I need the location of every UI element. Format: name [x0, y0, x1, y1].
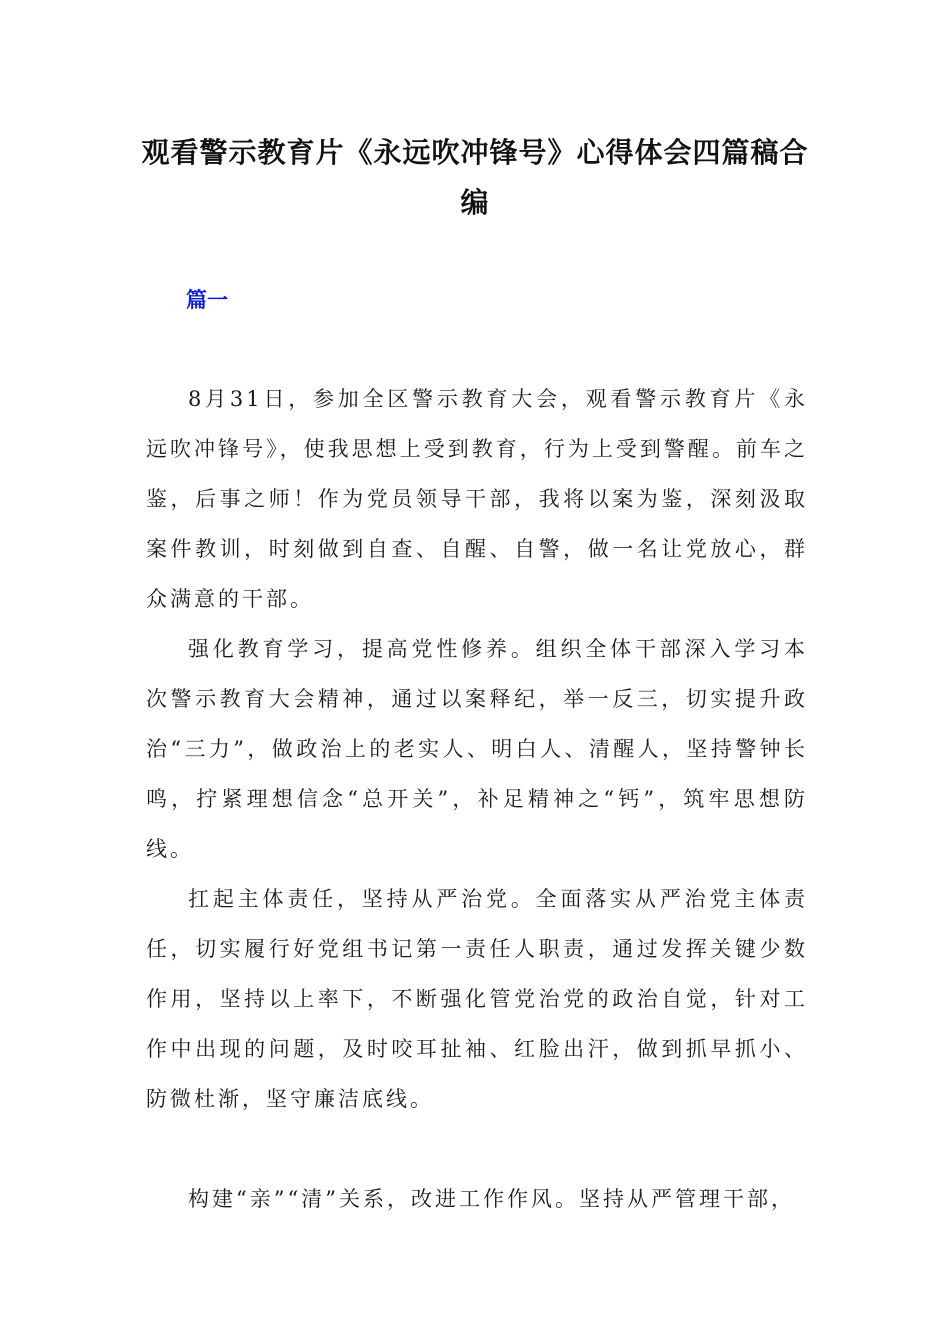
body-paragraph: 强化教育学习，提高党性修养。组织全体干部深入学习本次警示教育大会精神，通过以案释纪，举一反三，切实提升政治“三力”，做政治上的老实人、明白人、清醒人，坚持警钟长鸣，拧紧理想信念“总开关”，补足精神之“钙”，筑牢思想防线。: [146, 637, 808, 861]
body-paragraph: 构建“亲”“清”关系，改进工作作风。坚持从严管理干部，: [188, 1187, 795, 1211]
body-paragraph: 扛起主体责任，坚持从严治党。全面落实从严治党主体责任，切实履行好党组书记第一责任人职责，通过发挥关键少数作用，坚持以上率下，不断强化管党治党的政治自觉，针对工作中出现的问题，及时咬耳扯袖、红脸出汗，做到抓早抓小、防微杜渐，坚守廉洁底线。: [146, 887, 808, 1111]
document-title: 观看警示教育片《永远吹冲锋号》心得体会四篇稿合编: [141, 136, 809, 219]
section-heading: 篇一: [186, 288, 228, 312]
body-paragraph: 8月31日，参加全区警示教育大会，观看警示教育片《永远吹冲锋号》，使我思想上受到教育，行为上受到警醒。前车之鉴，后事之师！作为党员领导干部，我将以案为鉴，深刻汲取案件教训，时刻做到自查、自醒、自警，做一名让党放心，群众满意的干部。: [146, 387, 808, 611]
